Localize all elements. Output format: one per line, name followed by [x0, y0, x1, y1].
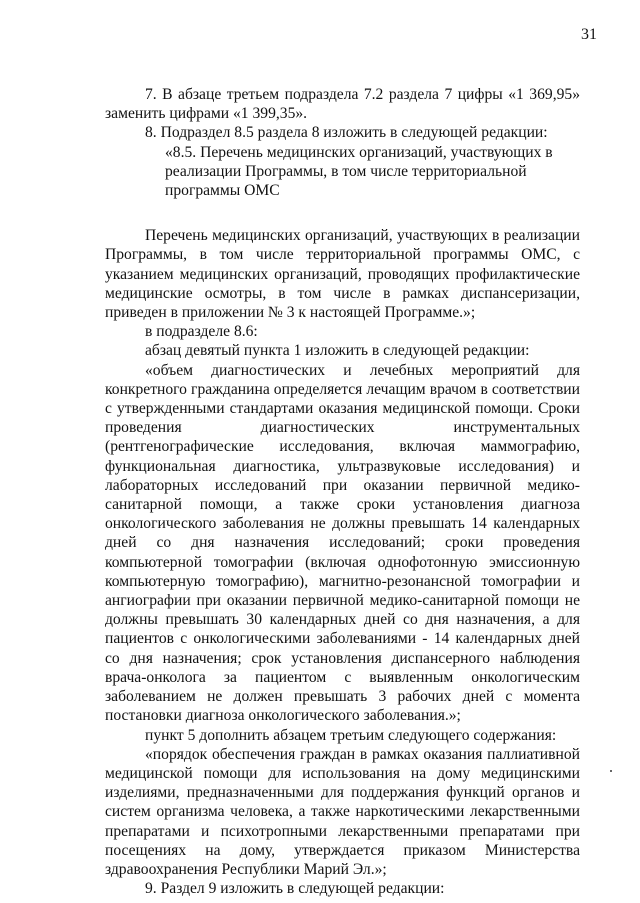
page-number: 31	[581, 26, 597, 43]
scan-speck	[610, 770, 612, 772]
section-heading-8-5: «8.5. Перечень медицинских организаций, участвующих в реализации Программы, в том числе территориальной программы ОМС	[165, 143, 553, 200]
paragraph-list-reference: Перечень медицинских организаций, участвующих в реализации Программы, в том числе территориальной программы ОМС, с указанием медицинских организаций, проводящих профилактические медицинские осмотры, в том числе в рамках диспансеризации, приведен в приложении № 3 к настоящей Программе.»;	[105, 227, 580, 322]
blank-line	[105, 200, 580, 226]
paragraph-point-5-text: «порядок обеспечения граждан в рамках оказания паллиативной медицинской помощи для использования на дому медицинскими изделиями, предназначенными для поддержания функций органов и систем организма человека, а также наркотическими лекарственными препаратами и психотропными лекарственными препаратами при посещениях на дому, утверждается приказом Министерства здравоохранения Республики Марий Эл.»;	[105, 745, 580, 878]
paragraph-item-7: 7. В абзаце третьем подраздела 7.2 раздела 7 цифры «1 369,95» заменить цифрами «1 399,35».	[105, 86, 580, 123]
paragraph-point-5-instruction: пункт 5 дополнить абзацем третьим следующего содержания:	[145, 726, 557, 744]
paragraph-item-8: 8. Подраздел 8.5 раздела 8 изложить в следующей редакции:	[145, 124, 548, 142]
paragraph-point-1-text: «объем диагностических и лечебных мероприятий для конкретного гражданина определяется лечащим врачом в соответствии с утвержденными стандартами оказания медицинской помощи. Сроки проведения диагностических инструментальных (рентгенографические исследования, включая маммографию, функциональная диагностика, ультразвуковые исследования) и лабораторных исследований при оказании первичной медико-санитарной помощи, а также сроки установления диагноза онкологического заболевания не должны превышать 14 календарных дней со дня назначения исследований; сроки проведения компьютерной томографии (включая однофотонную эмиссионную компьютерную томографию), магнитно-резонансной томографии и ангиографии при оказании первичной медико-санитарной помощи не должны превышать 30 календарных дней со дня назначения, а для пациентов с онкологическими заболеваниями - 14 календарных дней со дня назначения; срок установления диспансерного наблюдения врача-онколога за пациентом с выявленным онкологическим заболеванием не должен превышать 3 рабочих дней с момента постановки диагноза онкологического заболевания.»;	[105, 361, 580, 725]
paragraph-point-1-instruction: абзац девятый пункта 1 изложить в следующей редакции:	[145, 342, 530, 360]
paragraph-subsection-8-6: в подразделе 8.6:	[145, 323, 258, 341]
paragraph-item-9: 9. Раздел 9 изложить в следующей редакции:	[145, 880, 445, 898]
document-body	[105, 85, 580, 898]
